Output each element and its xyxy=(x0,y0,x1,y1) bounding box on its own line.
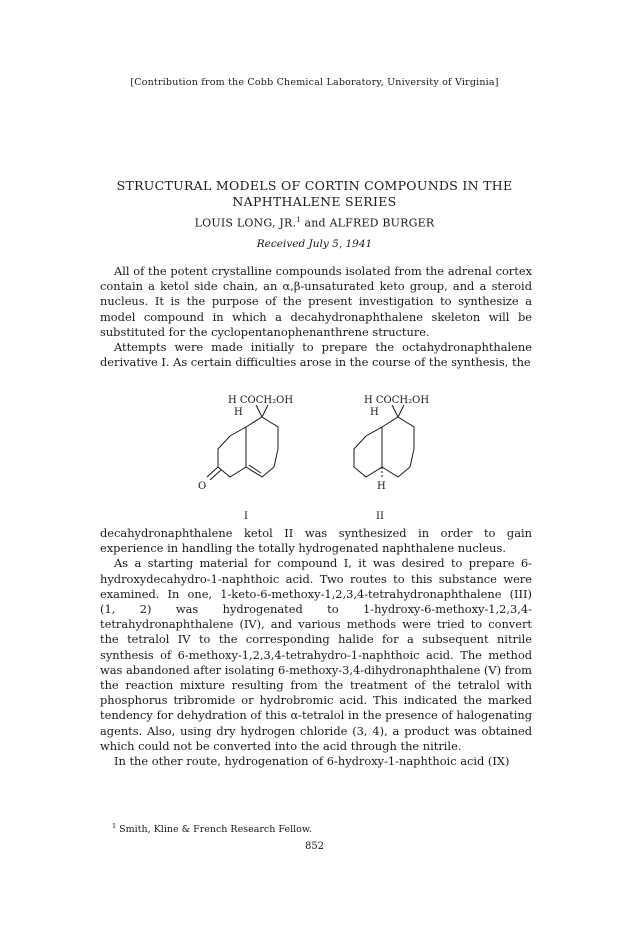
main-text xyxy=(100,526,532,769)
compound-i-h: H xyxy=(234,407,243,418)
compound-ii-group: H COCH₂OH xyxy=(364,395,430,406)
structure-diagram xyxy=(190,393,490,528)
paragraph: In the other route, hydrogenation of 6-hydroxy-1-naphthoic acid (IX) xyxy=(114,754,510,769)
paragraph: All of the potent crystalline compounds isolated from the adrenal cortex contain a ketol side chain, an α,β-unsaturated keto group, and a steroid nucleus. It is the purpose of the present investigation to synthesize a model compound in which a decahydronaphthalene skeleton will be substituted for the cyclopentanophenanthrene structure. xyxy=(100,264,532,339)
compound-ii-label: II xyxy=(376,511,384,522)
title-line-1: STRUCTURAL MODELS OF CORTIN COMPOUNDS IN THE xyxy=(116,178,513,193)
authors xyxy=(0,216,629,230)
footnote-text: Smith, Kline & French Research Fellow. xyxy=(116,824,312,836)
author-1: LOUIS LONG, JR. xyxy=(194,216,297,230)
compound-i-group: H COCH₂OH xyxy=(228,395,294,406)
author-2: and ALFRED BURGER xyxy=(300,216,435,230)
structure-figure xyxy=(190,393,490,528)
compound-ii-h: H xyxy=(370,407,379,418)
title-line-2: NAPHTHALENE SERIES xyxy=(232,194,397,209)
compound-i-label: I xyxy=(244,511,248,522)
footnote-marker: 1 xyxy=(296,216,301,224)
paragraph: Attempts were made initially to prepare the octahydronaphthalene derivative I. As certain difficulties arose in the course of the synthesis, the xyxy=(100,340,532,370)
received-date: Received July 5, 1941 xyxy=(256,238,373,250)
compound-ii-structure xyxy=(354,405,414,477)
contribution-header: [Contribution from the Cobb Chemical Laboratory, University of Virginia] xyxy=(130,77,499,88)
footnote xyxy=(112,822,312,835)
article-title xyxy=(40,178,589,210)
footnote-number: 1 xyxy=(112,822,117,830)
intro-text xyxy=(100,264,532,370)
compound-i-oxygen: O xyxy=(198,481,207,492)
paragraph: As a starting material for compound I, it was desired to prepare 6-hydroxydecahydro-1-naphthoic acid. Two routes to this substance were examined. In one, 1-keto-6-methoxy-1,2,3,4-tetrahydronaphthalene (III) (1, 2) was hydrogenated to 1-hydroxy-6-methoxy-1,2,3,4-tetrahydronaphthalene (IV), and various methods were tried to convert the tetralol IV to the corresponding halide for a subsequent nitrile synthesis of 6-methoxy-1,2,3,4-tetrahydro-1-naphthoic acid. The method was abandoned after isolating 6-methoxy-3,4-dihydronaphthalene (V) from the reaction mixture resulting from the treatment of the tetralol with phosphorus tribromide or hydrobromic acid. This indicated the marked tendency for dehydration of this α-tetralol in the presence of halogenating agents. Also, using dry hydrogen chloride (3, 4), a product was obtained which could not be converted into the acid through the nitrile. xyxy=(100,556,532,753)
compound-ii-h-bottom: H xyxy=(377,481,386,492)
page-number: 852 xyxy=(304,841,325,852)
paragraph: decahydronaphthalene ketol II was synthesized in order to gain experience in handling the totally hydrogenated naphthalene nucleus. xyxy=(100,526,532,556)
